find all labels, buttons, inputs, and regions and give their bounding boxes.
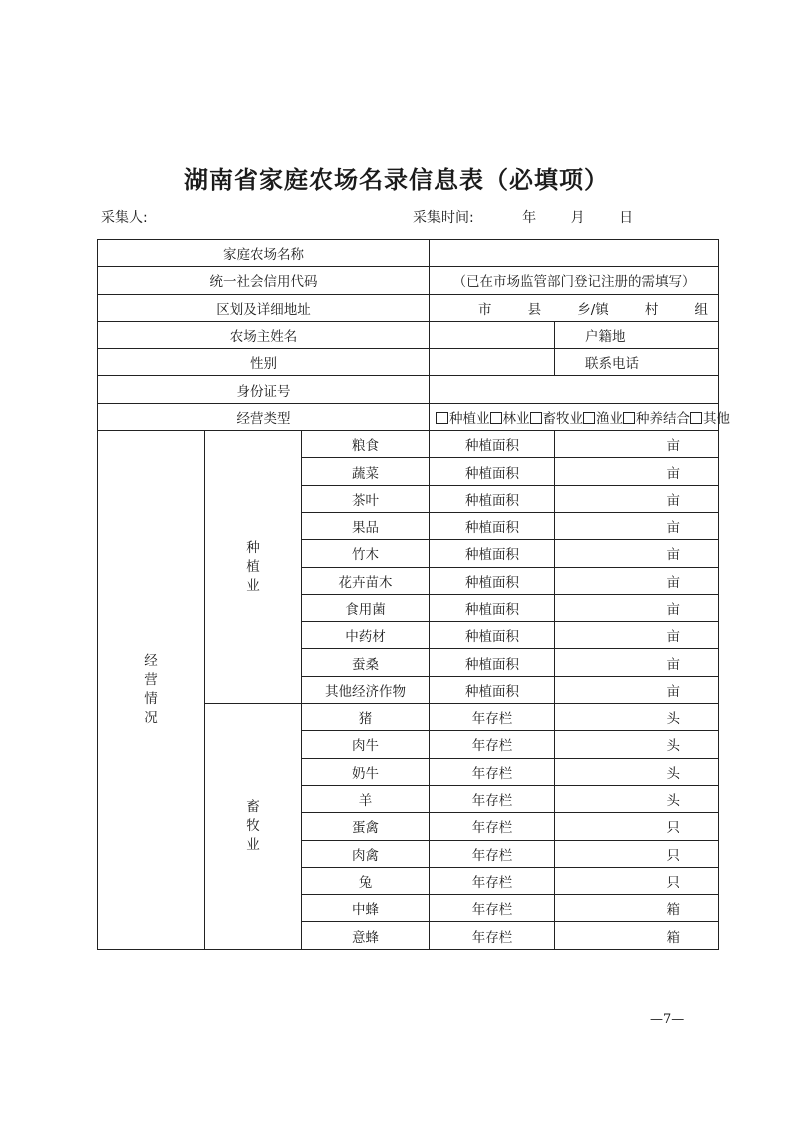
household-reg-label — [555, 321, 719, 348]
livestock-name: 猪 — [302, 704, 430, 731]
checkbox-icon[interactable] — [530, 412, 542, 424]
farm-name-field[interactable] — [430, 240, 719, 267]
business-type-label: 林业 — [502, 410, 530, 427]
address-label: 区划及详细地址 — [98, 294, 430, 321]
page-number: —7— — [650, 1012, 685, 1027]
metric-label: 种植面积 — [430, 594, 555, 621]
metric-label: 年存栏 — [430, 813, 555, 840]
unit-field[interactable]: 只 — [555, 867, 719, 894]
gender-field[interactable] — [430, 349, 555, 376]
business-type-option[interactable] — [690, 407, 730, 427]
unit-field[interactable]: 亩 — [555, 676, 719, 703]
collect-time — [413, 207, 633, 227]
phone-text: 联系电话 — [585, 356, 639, 373]
business-type-option[interactable] — [436, 407, 490, 427]
business-type-option[interactable] — [583, 407, 623, 427]
metric-label: 种植面积 — [430, 458, 555, 485]
business-type-list — [434, 407, 730, 427]
unit-field[interactable]: 头 — [555, 785, 719, 812]
crop-name: 果品 — [302, 512, 430, 539]
phone-label — [555, 349, 719, 376]
livestock-name: 蛋禽 — [302, 813, 430, 840]
business-type-options — [430, 403, 730, 430]
metric-label: 年存栏 — [430, 758, 555, 785]
owner-name-field[interactable] — [430, 321, 555, 348]
business-type-label: 种养结合 — [636, 410, 690, 427]
unit-field[interactable]: 头 — [555, 758, 719, 785]
month-label: 月 — [570, 210, 585, 226]
metric-label: 种植面积 — [430, 540, 555, 567]
checkbox-icon[interactable] — [690, 412, 702, 424]
metric-label: 年存栏 — [430, 867, 555, 894]
day-label: 日 — [619, 210, 634, 226]
crop-name: 竹木 — [302, 540, 430, 567]
id-number-label: 身份证号 — [98, 376, 430, 403]
unit-field[interactable]: 只 — [555, 813, 719, 840]
planting-row — [98, 431, 719, 458]
metric-label: 种植面积 — [430, 622, 555, 649]
unit-field[interactable]: 头 — [555, 731, 719, 758]
unit-field[interactable]: 亩 — [555, 431, 719, 458]
credit-code-field[interactable]: （已在市场监管部门登记注册的需填写） — [430, 267, 719, 294]
credit-code-label: 统一社会信用代码 — [98, 267, 430, 294]
metric-label: 种植面积 — [430, 485, 555, 512]
metric-label: 年存栏 — [430, 840, 555, 867]
business-type-label: 其他 — [703, 410, 730, 427]
livestock-name: 意蜂 — [302, 922, 430, 949]
livestock-name: 肉牛 — [302, 731, 430, 758]
operations-label: 经营情况 — [144, 652, 158, 726]
metric-label: 种植面积 — [430, 676, 555, 703]
planting-label: 种植业 — [246, 539, 260, 594]
operations-cell — [98, 431, 205, 950]
metric-label: 年存栏 — [430, 785, 555, 812]
business-type-option[interactable] — [530, 407, 584, 427]
livestock-label: 畜牧业 — [246, 798, 260, 853]
address-part: 村 — [644, 301, 659, 318]
collect-time-label: 采集时间: — [413, 210, 474, 226]
unit-field[interactable]: 箱 — [555, 895, 719, 922]
metric-label: 年存栏 — [430, 922, 555, 949]
metric-label: 年存栏 — [430, 895, 555, 922]
unit-field[interactable]: 亩 — [555, 594, 719, 621]
checkbox-icon[interactable] — [583, 412, 595, 424]
unit-field[interactable]: 箱 — [555, 922, 719, 949]
address-field[interactable] — [430, 294, 719, 321]
unit-field[interactable]: 亩 — [555, 540, 719, 567]
crop-name: 茶叶 — [302, 485, 430, 512]
metric-label: 种植面积 — [430, 567, 555, 594]
business-type-label: 经营类型 — [98, 403, 430, 430]
address-parts — [434, 298, 714, 318]
crop-name: 粮食 — [302, 431, 430, 458]
planting-cell — [205, 431, 302, 704]
page-title: 湖南省家庭农场名录信息表（必填项） — [184, 165, 609, 194]
unit-field[interactable]: 亩 — [555, 485, 719, 512]
unit-field[interactable]: 只 — [555, 840, 719, 867]
id-number-field[interactable] — [430, 376, 719, 403]
collector-label: 采集人: — [101, 210, 148, 226]
address-part: 市 — [478, 301, 492, 318]
unit-field[interactable]: 亩 — [555, 458, 719, 485]
farm-name-label: 家庭农场名称 — [98, 240, 430, 267]
owner-name-label: 农场主姓名 — [98, 321, 430, 348]
livestock-name: 奶牛 — [302, 758, 430, 785]
gender-label: 性别 — [98, 349, 430, 376]
checkbox-icon[interactable] — [436, 412, 448, 424]
metric-label: 年存栏 — [430, 731, 555, 758]
farm-info-table — [97, 239, 730, 950]
crop-name: 蔬菜 — [302, 458, 430, 485]
checkbox-icon[interactable] — [490, 412, 502, 424]
unit-field[interactable]: 亩 — [555, 649, 719, 676]
livestock-name: 羊 — [302, 785, 430, 812]
metric-label: 种植面积 — [430, 431, 555, 458]
livestock-name: 兔 — [302, 867, 430, 894]
crop-name: 蚕桑 — [302, 649, 430, 676]
crop-name: 食用菌 — [302, 594, 430, 621]
unit-field[interactable]: 亩 — [555, 567, 719, 594]
metric-label: 种植面积 — [430, 512, 555, 539]
crop-name: 中药材 — [302, 622, 430, 649]
business-type-label: 畜牧业 — [542, 410, 583, 427]
unit-field[interactable]: 亩 — [555, 622, 719, 649]
business-type-label: 种植业 — [449, 410, 490, 427]
business-type-option[interactable] — [623, 407, 690, 427]
livestock-name: 中蜂 — [302, 895, 430, 922]
livestock-cell — [205, 704, 302, 950]
year-label: 年 — [522, 210, 537, 226]
crop-name: 其他经济作物 — [302, 676, 430, 703]
unit-field[interactable]: 头 — [555, 704, 719, 731]
address-part: 乡/镇 — [577, 301, 609, 318]
checkbox-icon[interactable] — [623, 412, 635, 424]
metric-label: 种植面积 — [430, 649, 555, 676]
metric-label: 年存栏 — [430, 704, 555, 731]
business-type-option[interactable] — [490, 407, 530, 427]
household-reg-text: 户籍地 — [585, 329, 626, 346]
crop-name: 花卉苗木 — [302, 567, 430, 594]
address-part: 县 — [527, 301, 542, 318]
livestock-name: 肉禽 — [302, 840, 430, 867]
unit-field[interactable]: 亩 — [555, 512, 719, 539]
address-part: 组 — [694, 301, 708, 318]
business-type-label: 渔业 — [596, 410, 623, 427]
